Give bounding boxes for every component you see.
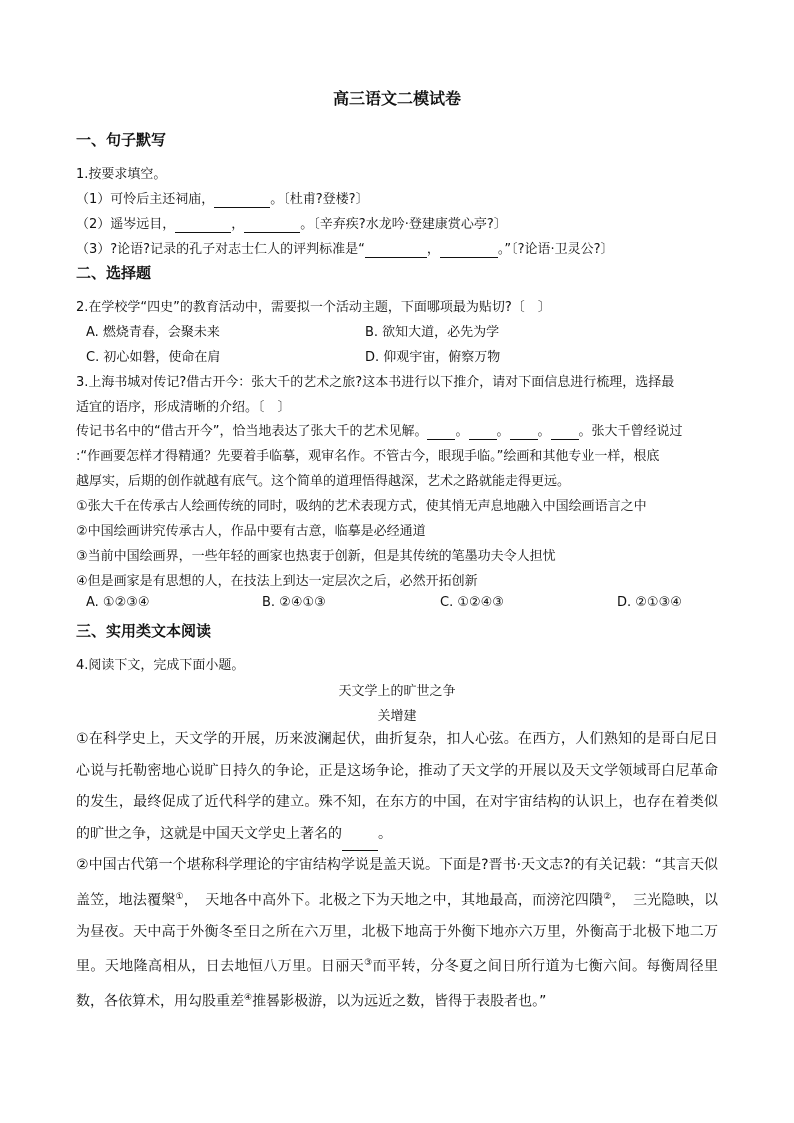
q3-item-4: ④但是画家是有思想的人，在技法上到达一定层次之后，必然开拓创新 [76, 574, 478, 589]
q3-line-3 [76, 420, 683, 440]
q3-line-3-period: 。 [496, 424, 510, 439]
q2-stem: 2.在学校学“四史”的教育活动中，需要拟一个活动主题，下面哪项最为贴切?〔 〕 [76, 300, 551, 315]
q3-item-2: ②中国绘画讲究传承古人，作品中要有古意，临摹是必经通道 [76, 524, 426, 539]
q1-line-3-text-a: （3）?论语?记录的孔子对志士仁人的评判标准是“ [76, 242, 365, 257]
footnote-marker: ② [603, 891, 612, 902]
footnote-marker: ③ [364, 958, 373, 969]
answer-blank [342, 819, 378, 852]
article-title: 天文学上的旷世之争 [338, 684, 456, 699]
paragraph-2-text-a: ②中国古代第一个堪称科学理论的宇宙结构学说是盖天说。下面是?晋书·天文志?的有关记载：“其言天似盖笠，地法覆槃 [76, 857, 718, 909]
q3-line-5: 越厚实，后期的创作就越有底气。这个简单的道理悟得越深，艺术之路就能走得更远。 [76, 474, 571, 489]
answer-blank [175, 217, 231, 233]
q3-line-1: 3.上海书城对传记?借古开今：张大千的艺术之旅?这本书进行以下推介，请对下面信息进行梳理，选择最 [76, 375, 675, 390]
article-paragraph-2 [76, 850, 718, 1018]
answer-blank [365, 242, 427, 258]
paragraph-1-end: 。 [378, 825, 392, 842]
q3-line-3-text-e: 。张大千曾经说过 [578, 424, 683, 439]
q1-line-1 [76, 188, 369, 208]
q1-line-1-text-a: （1）可怜后主还祠庙， [76, 192, 215, 207]
q3-line-3-period: 。 [537, 424, 551, 439]
q2-option-d: D. 仰观宇宙，俯察万物 [365, 350, 501, 365]
q2-option-a: A. 燃烧青春，会聚未来 [86, 325, 220, 340]
q4-stem: 4.阅读下文，完成下面小题。 [76, 658, 245, 673]
q1-line-2-text-c: 。〔辛弃疾?水龙吟·登建康赏心亭?〕 [300, 217, 507, 232]
q3-item-3: ③当前中国绘画界，一些年轻的画家也热衷于创新，但是其传统的笔墨功夫令人担忧 [76, 549, 556, 564]
answer-blank [214, 192, 270, 208]
answer-blank [427, 424, 455, 440]
q3-item-1: ①张大千在传承古人绘画传统的同时，吸纳的艺术表现方式，使其悄无声息地融入中国绘画语言之中 [76, 499, 647, 514]
section-heading-1: 一、句子默写 [76, 131, 167, 149]
q1-stem: 1.按要求填空。 [76, 167, 167, 182]
page-title: 高三语文二模试卷 [332, 89, 461, 108]
q1-line-3-text-c: 。”〔?论语·卫灵公?〕 [497, 242, 614, 257]
q3-option-c: C. ①②④③ [440, 595, 504, 610]
article-author: 关增建 [377, 709, 417, 724]
paragraph-2-text-c: ， 三光隐映，以为昼夜。天中高于外衡冬至日之所在六万里，北极下地高于外衡下地亦六万里，外衡高于北极下地二万里。天地隆高相从，日去地恒八万里。日丽天 [76, 892, 719, 975]
q3-option-b: B. ②④①③ [262, 595, 326, 610]
q3-option-a: A. ①②③④ [86, 595, 150, 610]
paragraph-2-text-e: 推晷影极游，以为远近之数，皆得于表股者也。” [252, 993, 547, 1010]
q1-line-2-text-b: ， [231, 217, 245, 232]
q3-option-d: D. ②①③④ [617, 595, 682, 610]
q1-line-3-text-b: ， [426, 242, 440, 257]
answer-blank [440, 242, 498, 258]
q2-option-c: C. 初心如磐，使命在肩 [86, 350, 221, 365]
footnote-marker: ④ [244, 993, 253, 1004]
paragraph-2-text-b: ， 天地各中高外下。北极之下为天地之中，其地最高，而滂沱四隤 [183, 892, 604, 909]
answer-blank [510, 424, 538, 440]
q1-line-2-text-a: （2）遥岑远目， [76, 217, 176, 232]
q3-line-2: 适宜的语序，形成清晰的介绍。〔 〕 [76, 400, 291, 415]
answer-blank [469, 424, 497, 440]
q3-line-4: :“作画要怎样才得精通？先要着手临摹，观审名作。不管古今，眼现手临。”绘画和其他专业一样，根底 [76, 449, 660, 464]
section-heading-2: 二、选择题 [76, 264, 152, 282]
answer-blank [551, 424, 579, 440]
footnote-marker: ① [175, 891, 184, 902]
q3-line-3-text-a: 传记书名中的“借古开今”，恰当地表达了张大千的艺术见解。 [76, 424, 428, 439]
paragraph-2-text-d: 而平转，分冬夏之间日所行道为七衡六间。每衡周径里数，各依算术，用勾股重差 [76, 958, 719, 1010]
answer-blank [244, 217, 300, 233]
q2-option-b: B. 欲知大道，必先为学 [365, 325, 500, 340]
q1-line-2 [76, 213, 507, 233]
section-heading-3: 三、实用类文本阅读 [76, 622, 212, 640]
q1-line-3 [76, 238, 614, 258]
article-paragraph-1 [76, 724, 718, 851]
paragraph-1-text: ①在科学史上，天文学的开展，历来波澜起伏，曲折复杂，扣人心弦。在西方，人们熟知的是哥白尼日心说与托勒密地心说旷日持久的争论，正是这场争论，推动了天文学的开展以及天文学领域哥白尼革命的发生，最终促成了近代科学的建立。殊不知，在东方的中国，在对宇宙结构的认识上，也存在着类似的旷世之争，这就是中国天文学史上著名的 [76, 731, 718, 842]
q3-line-3-period: 。 [455, 424, 469, 439]
q1-line-1-text-b: 。〔杜甫?登楼?〕 [270, 192, 369, 207]
